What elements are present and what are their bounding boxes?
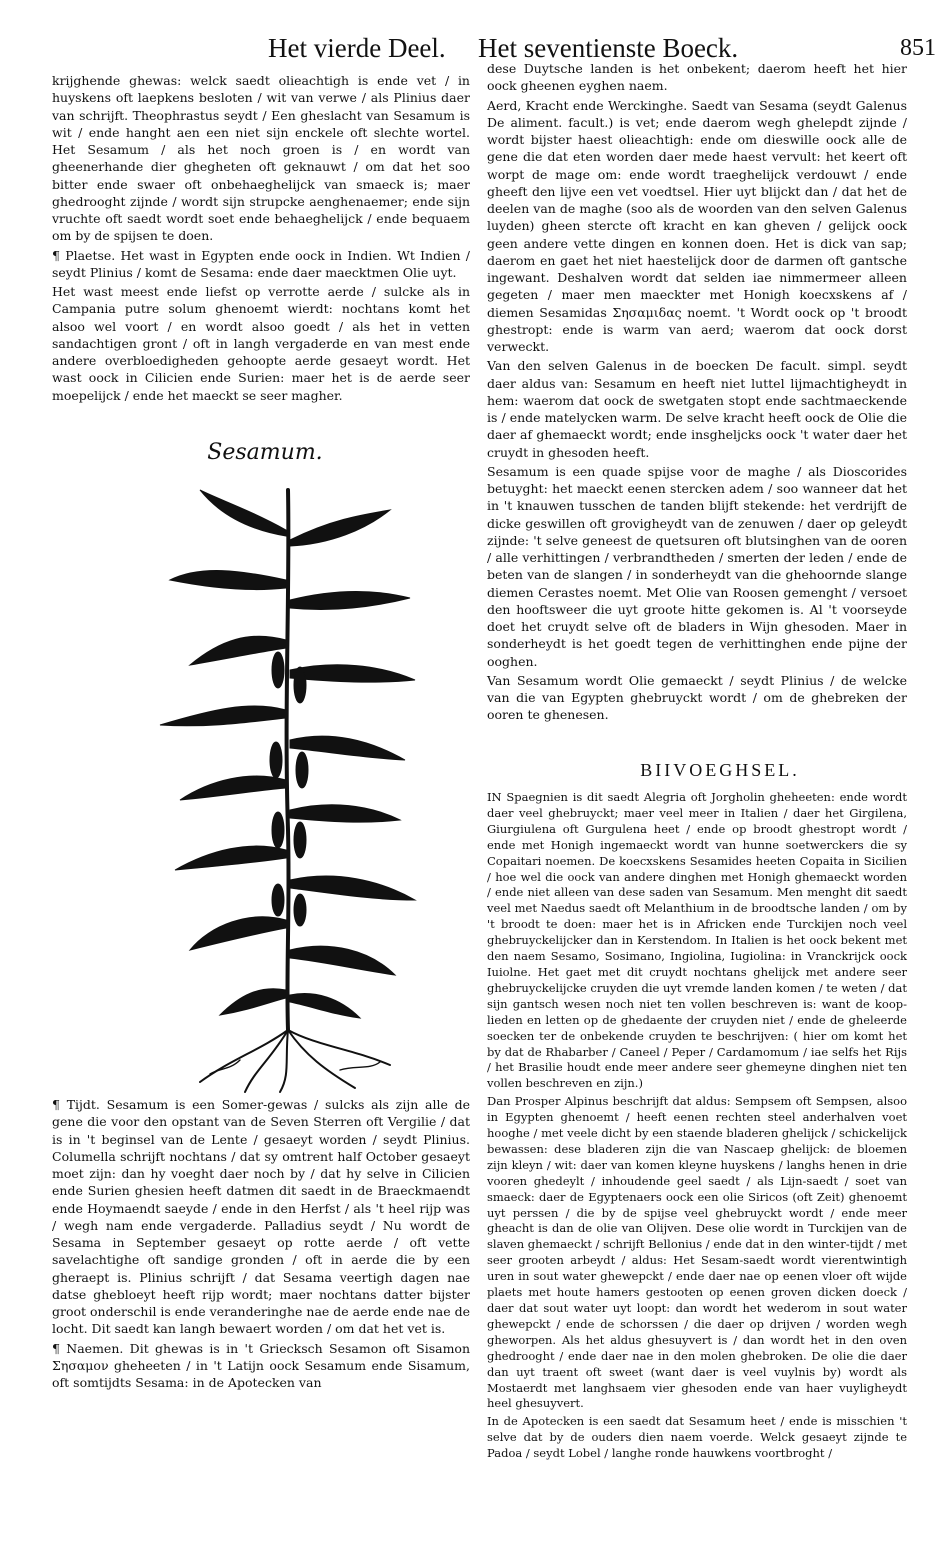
section-title: BIIVOEGHSEL. — [640, 760, 800, 780]
right-column-bottom-text — [487, 790, 907, 1461]
paragraph: ¶ Plaetse. Het wast in Egypten ende oock in Indien. Wt Indien / seydt Plinius / komt de Sesama: ende daer maecktmen Olie uyt. — [52, 247, 470, 280]
paragraph: In de Apotecken is een saedt dat Sesamum heet / ende is misschien 't selve dat by de ouders dien naem voerde. Welck gesaeyt zijnde te Padoa / seydt Lobel / langhe ronde hauwkens voortbroght / — [487, 1414, 907, 1461]
figure-caption: Sesamum. — [207, 440, 323, 465]
paragraph: Het wast meest ende liefst op verrotte aerde / sulcke als in Campania putre solum ghenoemt wierdt: nochtans komt het alsoo wel voort / en wordt alsoo goedt / als het in vetten sandachtigen gront / oft in langh vergaderde en van mest ende andere overbloedigheden gehoopte aerde gesaeyt wordt. Het wast oock in Cilicien ende Surien: maer het is de aerde seer moepelijck / ende het maeckt se seer magher. — [52, 284, 470, 403]
paragraph: ¶ Tijdt. Sesamum is een Somer-gewas / sulcks als zijn alle de gene die voor den opstant van de Seven Sterren oft Vergilie / dat is in 't beginsel van de Lente / gesaeyt worden / seydt Plinius. Columella schrijft nochtans / dat sy omtrent half October gesaeyt moet zijn: dan hy voeght daer noch by / dat hy selve in Cilicien ende Surien ghesien heeft datmen dit saedt in de Braeckmaendt ende Hoymaendt saeyde / ende in den Herfst / als 't heel rijp was / wegh nam ende vergaderde. Palladius seydt / Nu wordt de Sesama in September gesaeyt op rotte aerde / oft vette savelachtighe oft sandige gronden / oft in aerde die by een gheraept is. Plinius schrijft / dat Sesama veertigh dagen nae datse ghebloeyt heeft rijp wordt; maer nochtans datter bijster groot onderschil is ende veranderinghe nae de aerde ende nae de locht. Dit saedt kan langh bewaert worden / om dat het vet is. — [52, 1097, 470, 1337]
paragraph: krijghende ghewas: welck saedt olieachtigh is ende vet / in huyskens oft laepkens besloten / wit van verwe / als Plinius daer van schrijft. Theophrastus seydt / Een gheslacht van Sesamum is wit / ende hanght aen een niet sijn enckele oft slechte wortel. Het Sesamum / als het noch groen is / en wordt van gheenerhande dier ghegheten oft geknauwt / om dat het soo bitter ende swaer oft onbehaeghelijck van smaeck is; maer ghedrooght zijnde / wordt sijn strupcke aenghenaemer; ende sijn vruchte oft saedt wordt soet ende behaeghelijck / ende bequaem om by de spijsen te doen. — [52, 73, 470, 244]
left-column-bottom-text — [52, 1096, 470, 1426]
paragraph: dese Duytsche landen is het onbekent; daerom heeft het hier oock gheenen eyghen naem. — [487, 61, 907, 94]
running-head-right: Het seventienste Boeck. — [478, 33, 739, 63]
left-column-top-text — [52, 72, 470, 434]
paragraph: Sesamum is een quade spijse voor de maghe / als Dioscorides betuyght: het maeckt eenen stercken adem / soo wanneer dat het in 't knauwen tusschen de tanden blijft stekende: het verdrijft de dicke geswillen oft grovigheydt van de zenuwen / daer op geleydt zijnde: 't selve geneest de quetsuren oft blutsinghen van de ooren / alle verhittingen / verbrandtheden / smerten der leden / ende de beten van de slangen / in sonderheydt van die ghehoornde slange diemen Cerastes noemt. Met Olie van Roosen gemenght / versoet den hooftsweer die uyt groote hitte gekomen is. Al 't voorseyde doet het cruydt selve oft de bladers in Wijn ghesoden. Maer in sonderheydt is het goedt tegen de verhittinghen ende pijne der ooghen. — [487, 463, 907, 669]
sesame-plant-illustration — [140, 470, 430, 1095]
right-column-top-text — [487, 60, 907, 748]
paragraph: Van Sesamum wordt Olie gemaeckt / seydt Plinius / de welcke van die van Egypten ghebruyckt wordt / om de ghebreken der ooren te ghenesen. — [487, 672, 907, 723]
running-head-left: Het vierde Deel. — [268, 33, 446, 63]
paragraph: Van den selven Galenus in de boecken De facult. simpl. seydt daer aldus van: Sesamum en heeft niet luttel lijmachtigheydt in hem: waerom dat oock de swetgaten stopt ende sachtmaeckende is / ende matelycken warm. De selve kracht heeft oock de Olie die daer af ghemaeckt wordt; ende insgheljcks oock 't water daer het cruydt in ghesoden heeft. — [487, 358, 907, 460]
page-number: 851 — [900, 35, 936, 61]
paragraph: Aerd, Kracht ende Werckinghe. Saedt van Sesama (seydt Galenus De aliment. facult.) is vet; ende daerom wegh ghelepdt zijnde / wordt bijster haest olieachtigh: ende om dieswille oock alle de gene die dat eten worden daer mede haest vervult: het keert oft worpt de mage om: ende wordt traeghelijck verdouwt / ende gheeft den lijve een vet voedtsel. Hier uyt blijckt dan / dat het de deelen van de maghe (soo als de woorden van den selven Galenus luyden) gheen stercte oft kracht en kan gheven / gelijck oock geen andere vette dingen en konnen doen. Het is dick van sap; daerom en gaet het niet haestelijck door de darmen oft gantsche ingewant. Deshalven wordt dat selden iae nimmermeer alleen gegeten / maer men maeckter met Honigh koecxskens af / diemen Sesamidas Σησαμιδας noemt. 't Wordt oock op 't broodt ghestropt: ende is warm van aerd; waerom dat oock dorst verweckt. — [487, 97, 907, 354]
paragraph: Dan Prosper Alpinus beschrijft dat aldus: Sempsem oft Sempsen, alsoo in Egypten ghenoemt / heeft eenen rechten steel anderhalven voet hooghe / met veele dicht by een staende bladeren ghelijck / schickelijck bewassen: dese bladeren zijn die van Nascaep ghelijck: de bloemen zijn kleyn / wit: daer van komen kleyne huyskens / langhs henen in drie vooren ghedeylt / inhoudende geel saedt / als Lijn-saedt / soet van smaeck: daer de Egyptenaers oock een olie Siricos (oft Zeit) ghenoemt uyt perssen / die by de spijse veel ghebruyckt wordt / ende meer gheacht is dan de olie van Olijven. Dese olie wordt in Turckijen van de slaven ghemaeckt / schrijft Bellonius / ende dat in den winter-tijdt / met seer grooten arbeydt / aldus: Het Sesam-saedt wordt vierentwintigh uren in sout water ghewepckt / ende daer nae op eenen vloer oft wijde plaets met houte hamers gestooten op eenen groven dicken doeck / daer dat sout water uyt loopt: dan wordt het wederom in sout water ghewepckt / ende de schorssen / die daer op drijven / worden wegh gheworpen. Als het aldus ghesuyvert is / dan wordt het in den oven ghedrooght / ende daer nae in den molen ghebroken. De olie die daer dan uyt traent oft sweet (want daer is veel vuylnis by) wordt als Mostaerdt met langhsaem vier ghesoden ende van haer vuyligheydt heel ghesuyvert. — [487, 1094, 907, 1411]
paragraph: IN Spaegnien is dit saedt Alegria oft Jorgholin gheheeten: ende wordt daer veel ghebruyckt; maer veel meer in Italien / daer het Girgilena, Giurgiulena oft Gurgulena heet / ende op broodt ghestropt wordt / ende met Honigh ingemaeckt wordt van hunne soetwerckers die sy Copaitari noemen. De koecxskens Sesamides heeten Copaita in Sicilien / hoe wel die oock van andere dinghen met Honigh ghemaeckt worden / ende niet alleen van dese saden van Sesamum. Men menght dit saedt veel met Naedus saedt oft Melanthium in de broodtsche landen / om by 't broodt te doen: maer het is in Africken ende Turckijen noch veel ghebruyckelijcker dan in Kerstendom. In Italien is het oock bekent met den naem Sesamo, Sosimano, Ingiolina, Iugiolina: in Vranckrijck oock Iuiolne. Het gaet met dit cruydt nochtans ghelijck met andere seer ghebruyckelijcke cruyden die uyt vremde landen komen / te weten / dat sijn gantsch wesen noch niet ten vollen beschreven is: want de koop-lieden en letten op de ghedaente der cruyden niet / ende de gheleerde soecken ter de onbekende cruyden te beschrijven: ( hier om komt het by dat de Rhabarber / Caneel / Peper / Cardamomum / iae selfs het Rijs / het Brasilie houdt ende meer andere seer ghemeyne dinghen niet ten vollen beschreven en zijn.) — [487, 790, 907, 1091]
paragraph: ¶ Naemen. Dit ghewas is in 't Griecksch Sesamon oft Sisamon Σησαμον gheheeten / in 't Latijn oock Sesamum ende Sisamum, oft somtijdts Sesama: in de Apotecken van — [52, 1340, 470, 1390]
